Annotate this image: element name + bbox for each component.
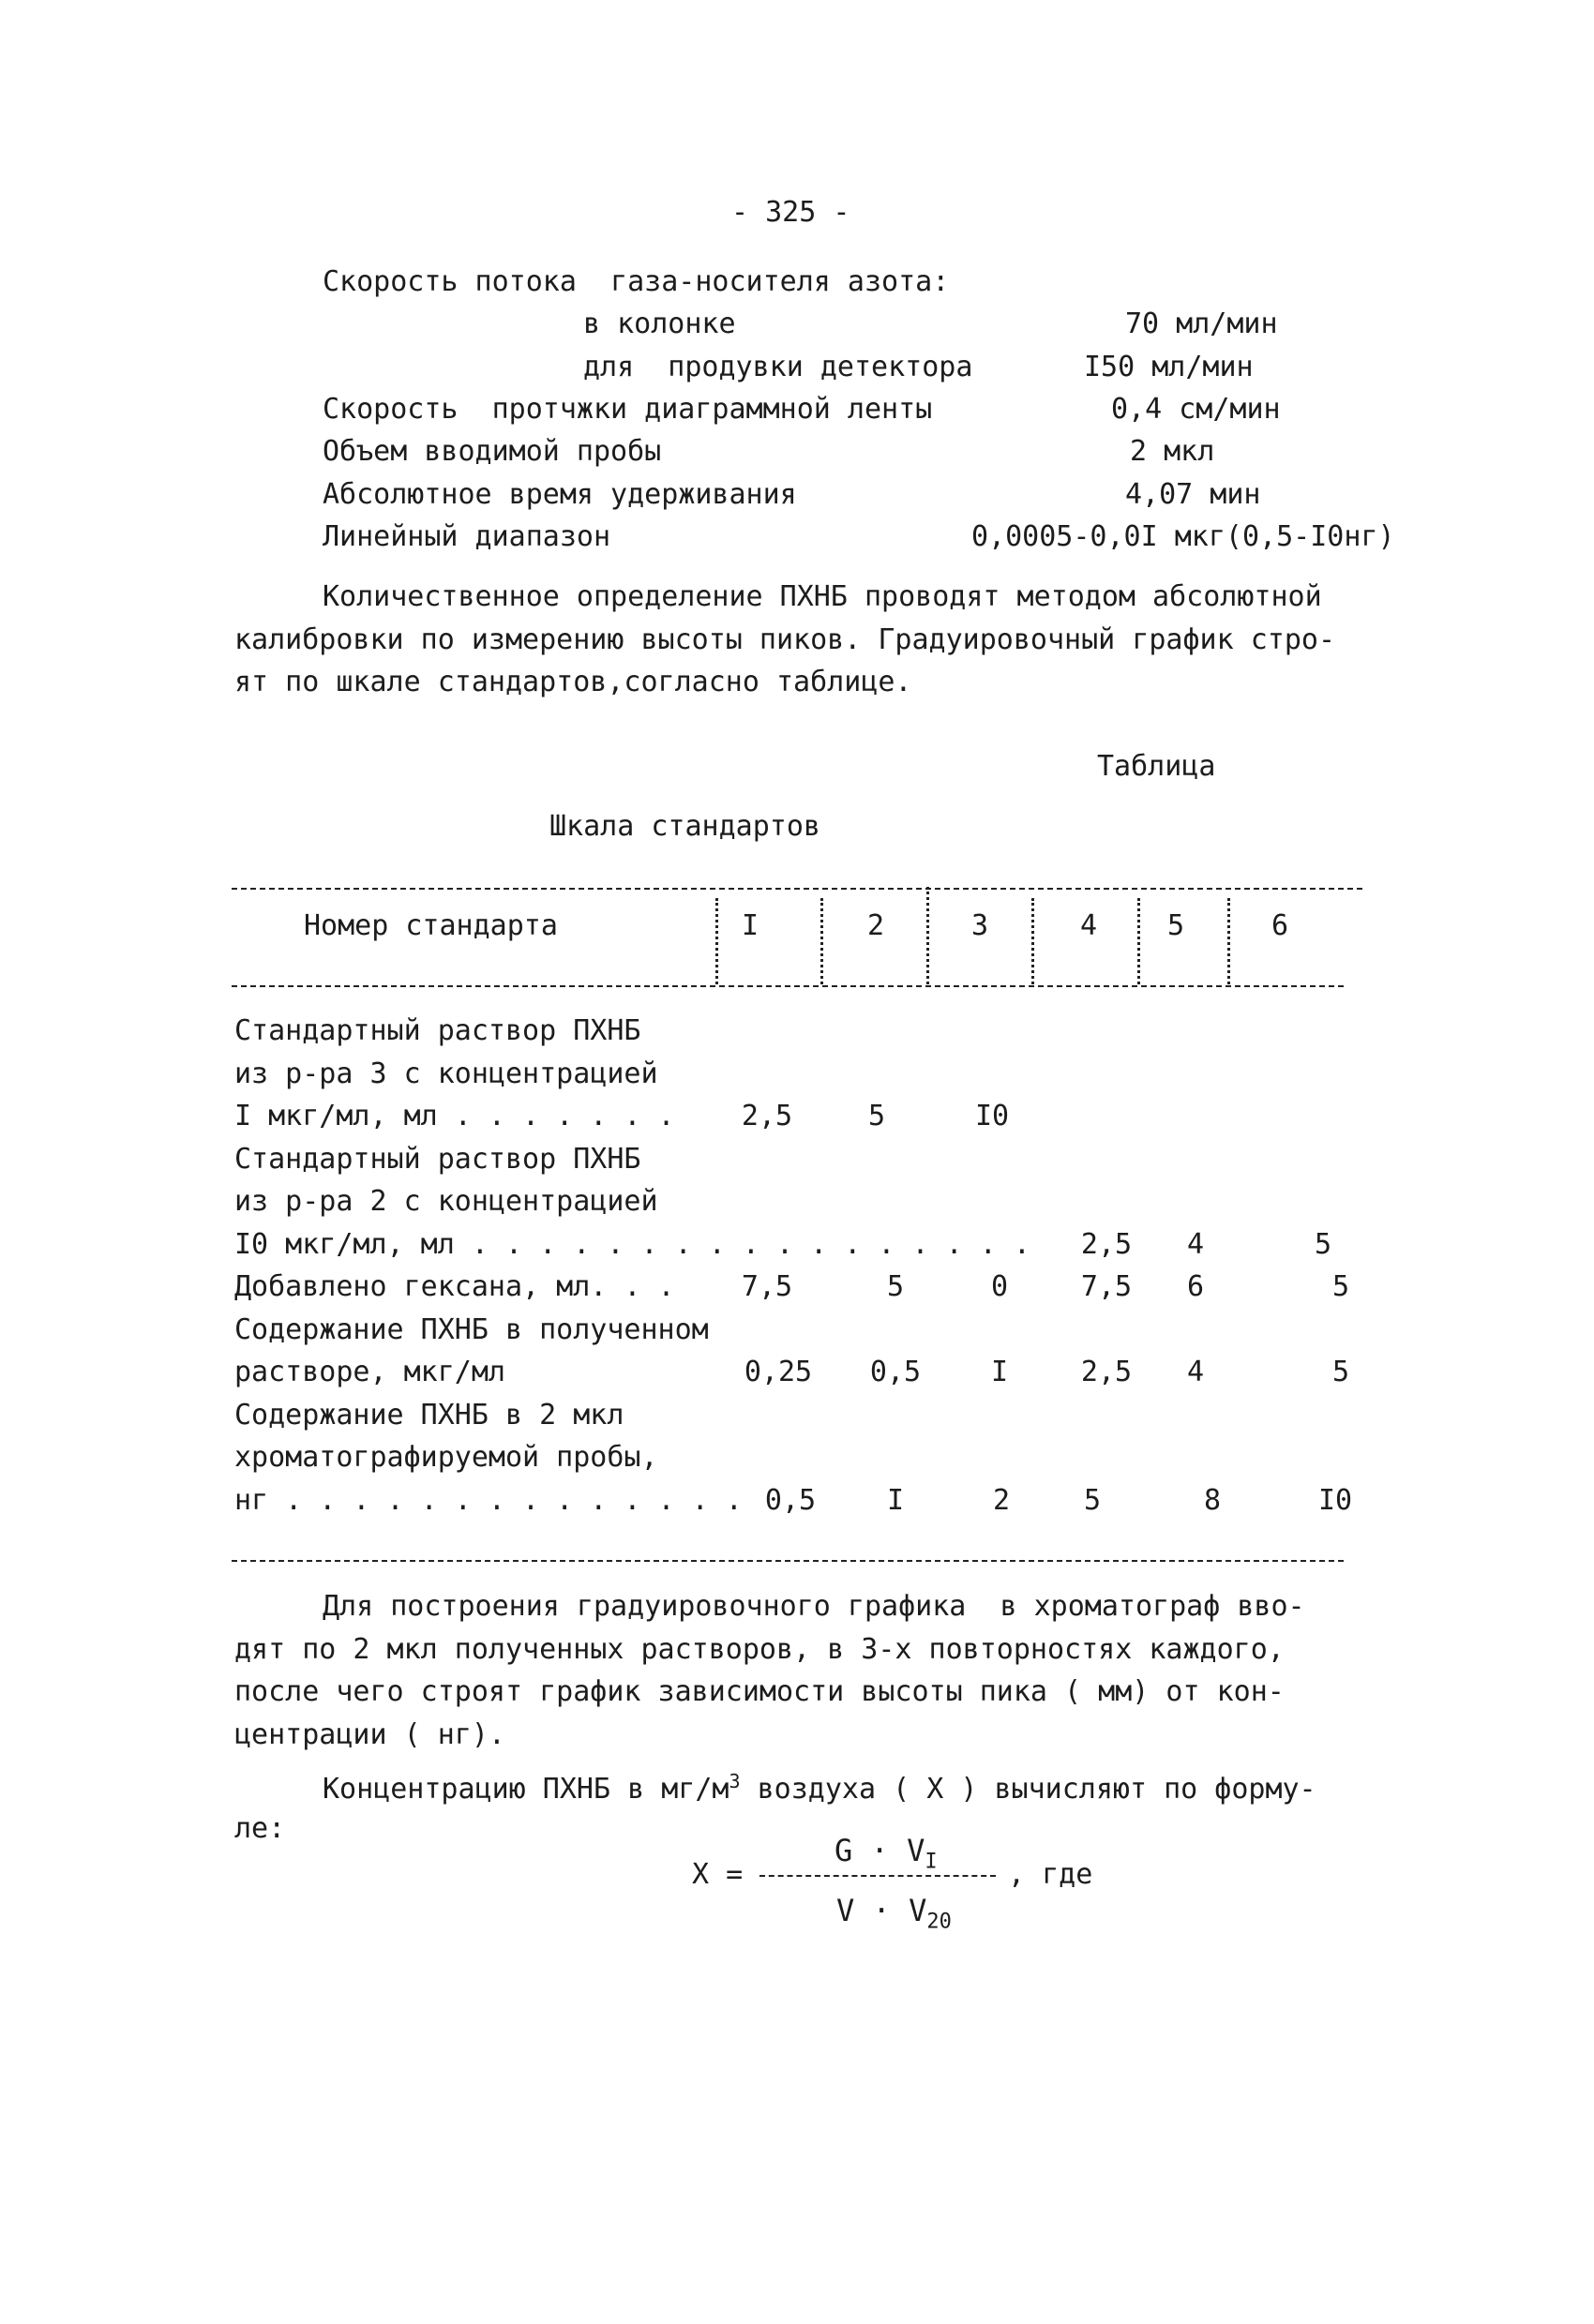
numerator-subscript: I — [925, 1850, 938, 1874]
row-label-line: Добавлено гексана, мл. . . — [234, 1270, 675, 1303]
param-label: Линейный диапазон — [323, 520, 611, 553]
table-cell: I — [990, 1356, 1009, 1388]
table-cell: 4 — [1186, 1356, 1205, 1388]
table-cell: 5 — [1083, 1484, 1102, 1517]
table-cell: 0,5 — [869, 1356, 922, 1388]
table-cell: 7,5 — [1080, 1270, 1133, 1303]
table-cell: I0 — [1317, 1484, 1353, 1517]
table-cell: 0,25 — [744, 1356, 813, 1388]
table-caption: Таблица — [1097, 750, 1216, 783]
column-separator — [715, 898, 718, 984]
fraction-bar — [759, 1875, 996, 1877]
row-label-line: Стандартный раствор ПХНБ — [234, 1143, 641, 1176]
paragraph-text: воздуха ( Х ) вычисляют по форму- — [740, 1773, 1316, 1806]
column-header: 5 — [1166, 909, 1185, 942]
row-label-line: растворе, мкг/мл — [234, 1356, 505, 1388]
table-cell: 2,5 — [1080, 1228, 1133, 1261]
denominator-text: V · V — [836, 1893, 927, 1928]
table-cell: 6 — [1186, 1270, 1205, 1303]
params-heading: Скорость потока газа-носителя азота: — [323, 265, 950, 298]
table-cell: 2,5 — [741, 1100, 793, 1132]
numerator-text: G · V — [835, 1833, 925, 1868]
param-value: 2 мкл — [1130, 435, 1215, 468]
row-label-line: из р-ра 2 с концентрацией — [234, 1185, 658, 1218]
column-header: 6 — [1271, 909, 1289, 942]
param-value: I50 мл/мин — [1084, 351, 1254, 383]
paragraph-line: калибровки по измерению высоты пиков. Градуировочный график стро- — [234, 623, 1335, 656]
column-separator — [1227, 898, 1230, 984]
paragraph-line: Количественное определение ПХНБ проводят методом абсолютной — [323, 580, 1322, 613]
table-cell: 5 — [867, 1100, 886, 1132]
formula-denominator — [836, 1893, 952, 1934]
paragraph-line: ят по шкале стандартов,согласно таблице. — [234, 666, 912, 698]
row-label-line: из р-ра 3 с концентрацией — [234, 1057, 658, 1090]
table-cell: 5 — [1331, 1356, 1350, 1388]
column-header: 4 — [1079, 909, 1098, 942]
param-label: Объем вводимой пробы — [323, 435, 662, 468]
column-header: 2 — [866, 909, 885, 942]
table-cell: 0 — [990, 1270, 1009, 1303]
paragraph-line: после чего строят график зависимости высоты пика ( мм) от кон- — [234, 1675, 1285, 1708]
column-header: I — [741, 909, 759, 942]
superscript: 3 — [729, 1770, 741, 1792]
row-label-line: хроматографируемой пробы, — [234, 1441, 658, 1474]
table-cell: 8 — [1203, 1484, 1222, 1517]
formula-numerator — [835, 1833, 938, 1874]
column-separator — [1137, 898, 1140, 984]
table-header-rule — [232, 985, 1344, 987]
paragraph-line: центрации ( нг). — [234, 1718, 505, 1751]
row-label-line: I мкг/мл, мл . . . . . . . — [234, 1100, 675, 1132]
param-value: 4,07 мин — [1125, 478, 1261, 511]
param-value: 70 мл/мин — [1125, 307, 1278, 340]
table-header-label: Номер стандарта — [304, 909, 558, 942]
column-separator — [1031, 898, 1034, 984]
row-label-line: нг . . . . . . . . . . . . . . — [234, 1484, 743, 1517]
table-cell: 4 — [1186, 1228, 1205, 1261]
table-bottom-rule — [232, 1560, 1344, 1562]
param-label: Абсолютное время удерживания — [323, 478, 797, 511]
table-cell: I — [886, 1484, 905, 1517]
paragraph-line: Для построения градуировочного графика в хроматограф вво- — [323, 1590, 1305, 1623]
param-label: Скорость протчжки диаграммной ленты — [323, 393, 933, 426]
paragraph-line: ле: — [234, 1812, 286, 1845]
row-label-line: Содержание ПХНБ в 2 мкл — [234, 1399, 624, 1432]
table-cell: 5 — [1314, 1228, 1332, 1261]
param-value: 0,4 см/мин — [1111, 393, 1281, 426]
table-cell: 0,5 — [764, 1484, 817, 1517]
table-top-rule — [232, 888, 1362, 890]
table-cell: 5 — [1331, 1270, 1350, 1303]
column-separator — [926, 887, 929, 984]
formula-suffix: , где — [1008, 1858, 1093, 1891]
table-cell: 5 — [886, 1270, 905, 1303]
table-cell: I0 — [974, 1100, 1010, 1132]
table-cell: 2,5 — [1080, 1356, 1133, 1388]
column-separator — [820, 898, 823, 984]
param-label: для продувки детектора — [583, 351, 973, 383]
paragraph-text: Концентрацию ПХНБ в мг/м — [323, 1773, 729, 1806]
formula-lhs: Х = — [692, 1858, 744, 1891]
row-label-line: Стандартный раствор ПХНБ — [234, 1014, 641, 1047]
param-value: 0,0005-0,0I мкг(0,5-I0нг) — [971, 520, 1395, 553]
denominator-subscript: 20 — [926, 1910, 952, 1934]
table-title: Шкала стандартов — [549, 810, 820, 843]
page-number: - 325 - — [731, 196, 850, 229]
param-label: в колонке — [583, 307, 736, 340]
table-cell: 2 — [992, 1484, 1011, 1517]
table-cell: 7,5 — [741, 1270, 793, 1303]
row-label-line: I0 мкг/мл, мл . . . . . . . . . . . . . . . . . — [234, 1228, 1030, 1261]
row-label-line: Содержание ПХНБ в полученном — [234, 1313, 709, 1346]
paragraph-line — [323, 1772, 1316, 1804]
paragraph-line: дят по 2 мкл полученных растворов, в 3-х повторностях каждого, — [234, 1633, 1285, 1666]
column-header: 3 — [970, 909, 989, 942]
